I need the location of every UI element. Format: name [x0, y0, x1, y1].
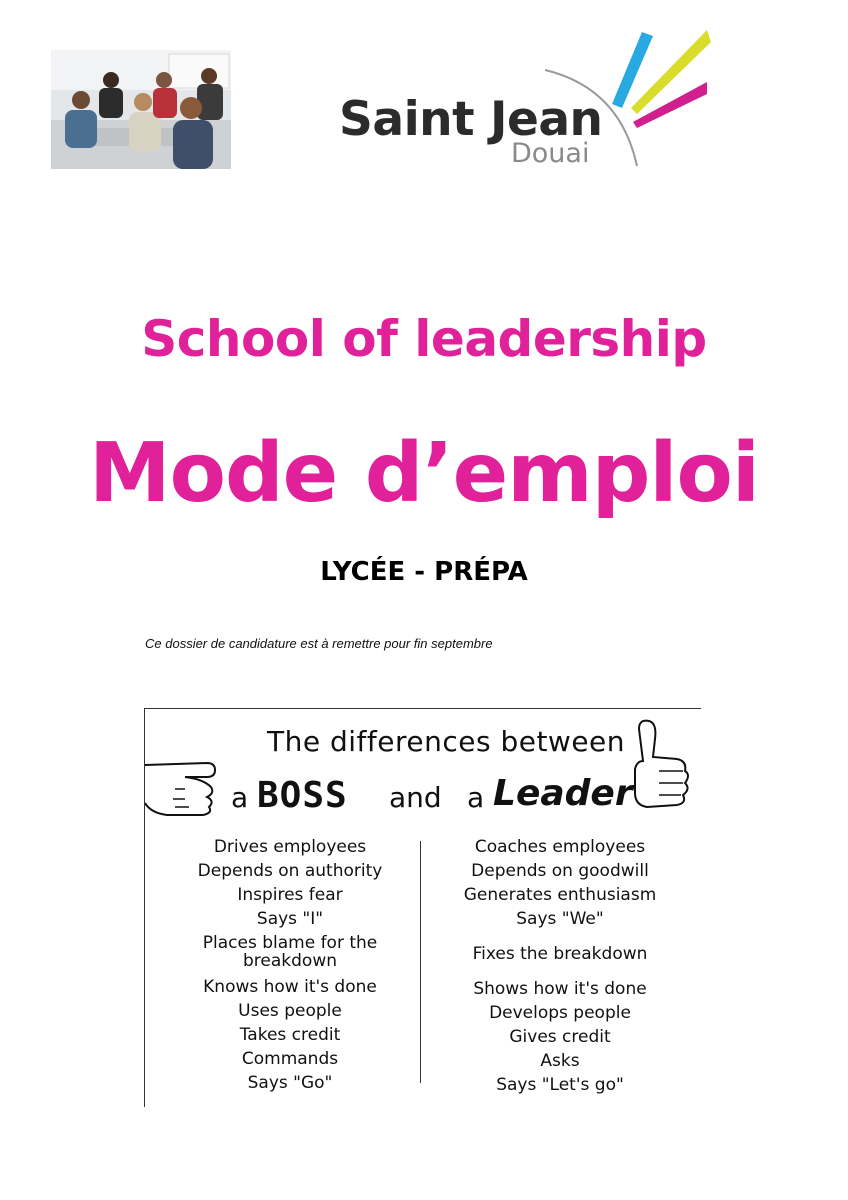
- group-meeting-photo: [51, 50, 231, 169]
- article-a-right: a: [467, 781, 485, 814]
- leader-trait: Shows how it's done: [473, 979, 647, 999]
- photo-illustration: [51, 50, 231, 169]
- leader-trait: Says "We": [516, 909, 604, 929]
- boss-traits-list: [175, 835, 405, 1095]
- boss-vs-leader-infographic: [144, 708, 701, 1107]
- leader-trait: Says "Let's go": [496, 1075, 624, 1095]
- boss-trait: Knows how it's done: [203, 977, 377, 997]
- leader-trait: Gives credit: [509, 1027, 611, 1047]
- infographic-title: The differences between: [267, 725, 626, 758]
- leader-trait: Asks: [540, 1051, 580, 1071]
- leader-trait: Coaches employees: [474, 837, 646, 857]
- page-title: School of leadership: [141, 310, 707, 368]
- boss-trait: Uses people: [238, 1001, 342, 1021]
- leader-label: Leader: [493, 773, 633, 814]
- leader-trait: Fixes the breakdown: [472, 944, 648, 964]
- boss-label: BOSS: [257, 775, 348, 816]
- article-a-left: a: [231, 781, 249, 814]
- leader-traits-list: [445, 835, 675, 1097]
- leader-trait: Depends on goodwill: [471, 861, 649, 881]
- logo-name: Saint Jean: [339, 92, 603, 147]
- boss-trait: Says "I": [256, 909, 324, 929]
- and-label: and: [389, 781, 442, 814]
- boss-trait: Drives employees: [213, 837, 367, 857]
- boss-trait: Inspires fear: [237, 885, 343, 905]
- boss-trait: Says "Go": [247, 1073, 333, 1093]
- logo-city: Douai: [511, 138, 590, 169]
- column-divider: [420, 841, 421, 1083]
- leader-trait: Generates enthusiasm: [463, 885, 657, 905]
- boss-trait: Commands: [241, 1049, 339, 1069]
- page-subtitle: Mode d’emploi: [89, 426, 759, 521]
- saint-jean-logo: [335, 28, 725, 178]
- leader-trait: Develops people: [489, 1003, 631, 1023]
- level-heading: LYCÉE - PRÉPA: [320, 557, 528, 587]
- thumbs-up-icon: [625, 713, 693, 823]
- boss-trait: Places blame for the breakdown: [202, 933, 378, 971]
- boss-trait: Depends on authority: [197, 861, 383, 881]
- boss-trait: Takes credit: [239, 1025, 341, 1045]
- submission-note: Ce dossier de candidature est à remettre pour fin septembre: [145, 636, 493, 651]
